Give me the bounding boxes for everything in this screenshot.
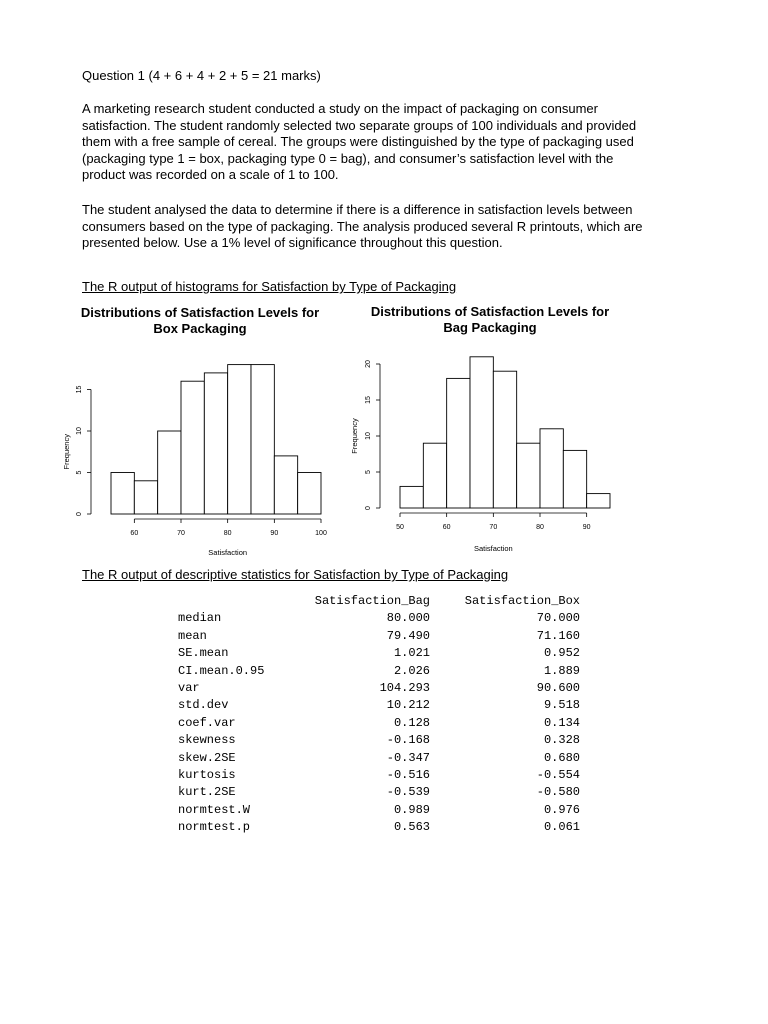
stat-bag-value: 10.212 <box>386 698 430 713</box>
stats-table <box>178 593 580 837</box>
table-row <box>178 802 580 819</box>
stats-section-heading: The R output of descriptive statistics for Satisfaction by Type of Packaging <box>82 567 509 582</box>
stat-bag-value: 80.000 <box>386 611 430 626</box>
stat-bag-value: -0.539 <box>386 785 430 800</box>
table-row <box>178 645 580 662</box>
bag-x-axis-label: Satisfaction <box>473 544 513 553</box>
box-hist-bar <box>298 473 321 515</box>
table-row <box>178 628 580 645</box>
box-hist-bar <box>228 365 251 514</box>
stat-bag-value: 0.989 <box>393 802 430 817</box>
stats-header-blank <box>178 593 293 610</box>
stat-box-value: 90.600 <box>536 681 580 696</box>
paragraph-line: presented below. Use a 1% level of significance throughout this question. <box>82 235 503 250</box>
box-chart-title-line2: Box Packaging <box>153 321 247 336</box>
bag-x-tick-label: 70 <box>489 524 498 531</box>
bag-chart-title-line2: Bag Packaging <box>443 320 537 335</box>
box-histogram <box>55 340 355 565</box>
stat-box-value: 1.889 <box>543 663 580 678</box>
box-y-tick-label: 5 <box>76 470 83 475</box>
box-x-tick-label: 90 <box>270 530 279 537</box>
box-hist-bar <box>134 481 157 514</box>
stat-bag-value: 1.021 <box>393 646 430 661</box>
bag-x-tick-label: 90 <box>582 524 591 531</box>
bag-hist-bar <box>493 371 516 508</box>
box-x-tick-label: 100 <box>315 530 327 537</box>
stats-header-row <box>178 593 580 610</box>
bag-y-tick-label: 5 <box>365 470 372 474</box>
stat-name-cell: kurtosis <box>178 768 236 783</box>
bag-y-tick-label: 0 <box>365 506 372 510</box>
descriptive-stats-output <box>178 593 580 837</box>
box-x-tick-label: 60 <box>130 530 139 537</box>
stat-bag-value: -0.168 <box>386 733 430 748</box>
stat-box-value: 0.134 <box>543 715 580 730</box>
box-x-tick-label: 80 <box>223 530 232 537</box>
stat-box-value: -0.554 <box>536 768 580 783</box>
box-hist-bar <box>204 373 227 514</box>
bag-x-tick-label: 60 <box>442 524 451 531</box>
stat-bag-value: -0.347 <box>386 750 430 765</box>
stat-bag-value: 0.563 <box>393 820 430 835</box>
table-row <box>178 663 580 680</box>
stat-bag-value: -0.516 <box>386 768 430 783</box>
stat-name-cell: median <box>178 611 222 626</box>
paragraph-line: (packaging type 1 = box, packaging type 0 = bag), and consumer’s satisfaction level with the <box>82 150 614 166</box>
table-row <box>178 767 580 784</box>
stats-header-bag: Satisfaction_Bag <box>314 594 430 608</box>
box-chart-title-line1: Distributions of Satisfaction Levels for <box>80 305 320 320</box>
table-row <box>178 784 580 801</box>
box-y-tick-label: 10 <box>76 427 83 435</box>
stat-name-cell: CI.mean.0.95 <box>178 663 265 678</box>
stat-box-value: 71.160 <box>536 628 580 643</box>
intro-paragraph <box>82 101 712 184</box>
table-row <box>178 732 580 749</box>
bag-hist-bar <box>470 357 493 508</box>
bag-hist-bar <box>447 378 470 508</box>
table-row <box>178 697 580 714</box>
stat-box-value: 0.680 <box>543 750 580 765</box>
box-y-tick-label: 15 <box>76 385 83 394</box>
stat-name-cell: normtest.p <box>178 820 251 835</box>
box-hist-bar <box>251 365 274 514</box>
stat-name-cell: std.dev <box>178 698 229 713</box>
paragraph-line: consumers based on the type of packaging. The analysis produced several R printouts, which are <box>82 218 643 234</box>
bag-hist-bar <box>540 429 563 508</box>
bag-y-tick-label: 15 <box>365 396 372 404</box>
bag-x-tick-label: 50 <box>396 524 404 531</box>
paragraph-line: The student analysed the data to determine if there is a difference in satisfaction levels between <box>82 202 633 217</box>
stat-box-value: 0.952 <box>543 646 580 661</box>
stat-box-value: 0.328 <box>543 733 580 748</box>
bag-hist-bar <box>400 486 423 508</box>
box-chart-title <box>60 305 340 337</box>
stat-bag-value: 2.026 <box>393 663 430 678</box>
table-row <box>178 610 580 627</box>
box-hist-bar <box>181 381 204 514</box>
stat-bag-value: 104.293 <box>379 681 430 696</box>
stat-name-cell: coef.var <box>178 715 236 730</box>
table-row <box>178 750 580 767</box>
bag-y-axis-label: Frequency <box>350 418 359 454</box>
stat-name-cell: mean <box>178 628 207 643</box>
bag-y-tick-label: 10 <box>365 432 372 440</box>
box-x-tick-label: 70 <box>177 530 185 537</box>
box-y-axis-label: Frequency <box>62 434 71 470</box>
bag-chart-title <box>350 304 630 336</box>
bag-hist-bar <box>587 494 610 508</box>
paragraph-line: product was recorded on a scale of 1 to 100. <box>82 167 339 182</box>
bag-histogram <box>345 340 645 560</box>
bag-hist-bar <box>423 443 446 508</box>
paragraph-line: A marketing research student conducted a study on the impact of packaging on consumer <box>82 101 598 116</box>
analysis-paragraph <box>82 202 712 252</box>
table-row <box>178 819 580 836</box>
bag-x-tick-label: 80 <box>536 524 544 531</box>
bag-chart-title-line1: Distributions of Satisfaction Levels for <box>370 304 610 319</box>
paragraph-line: them with a free sample of cereal. The groups were distinguished by the type of packaging used <box>82 134 634 149</box>
stat-name-cell: skewness <box>178 733 236 748</box>
bag-hist-bar <box>517 443 540 508</box>
stat-name-cell: kurt.2SE <box>178 785 236 800</box>
paragraph-line: satisfaction. The student randomly selected two separate groups of 100 individuals and provided <box>82 117 637 133</box>
stat-box-value: 0.976 <box>543 802 580 817</box>
stat-bag-value: 0.128 <box>393 715 430 730</box>
bag-hist-bar <box>563 450 586 508</box>
stat-name-cell: SE.mean <box>178 646 229 661</box>
table-row <box>178 680 580 697</box>
stat-box-value: 9.518 <box>543 698 580 713</box>
box-hist-bar <box>158 431 181 514</box>
histogram-section-heading: The R output of histograms for Satisfaction by Type of Packaging <box>82 279 457 294</box>
stat-box-value: 0.061 <box>543 820 580 835</box>
question-title: Question 1 (4 + 6 + 4 + 2 + 5 = 21 marks) <box>82 68 321 83</box>
stat-name-cell: normtest.W <box>178 802 251 817</box>
stat-name-cell: skew.2SE <box>178 750 236 765</box>
stat-name-cell: var <box>178 681 200 696</box>
stat-box-value: 70.000 <box>536 611 580 626</box>
box-hist-bar <box>111 473 134 515</box>
stat-bag-value: 79.490 <box>386 628 430 643</box>
table-row <box>178 715 580 732</box>
stats-header-box: Satisfaction_Box <box>464 594 580 608</box>
box-x-axis-label: Satisfaction <box>208 548 248 557</box>
stat-box-value: -0.580 <box>536 785 580 800</box>
box-y-tick-label: 0 <box>76 512 83 516</box>
box-hist-bar <box>274 456 297 514</box>
bag-y-tick-label: 20 <box>365 360 372 368</box>
